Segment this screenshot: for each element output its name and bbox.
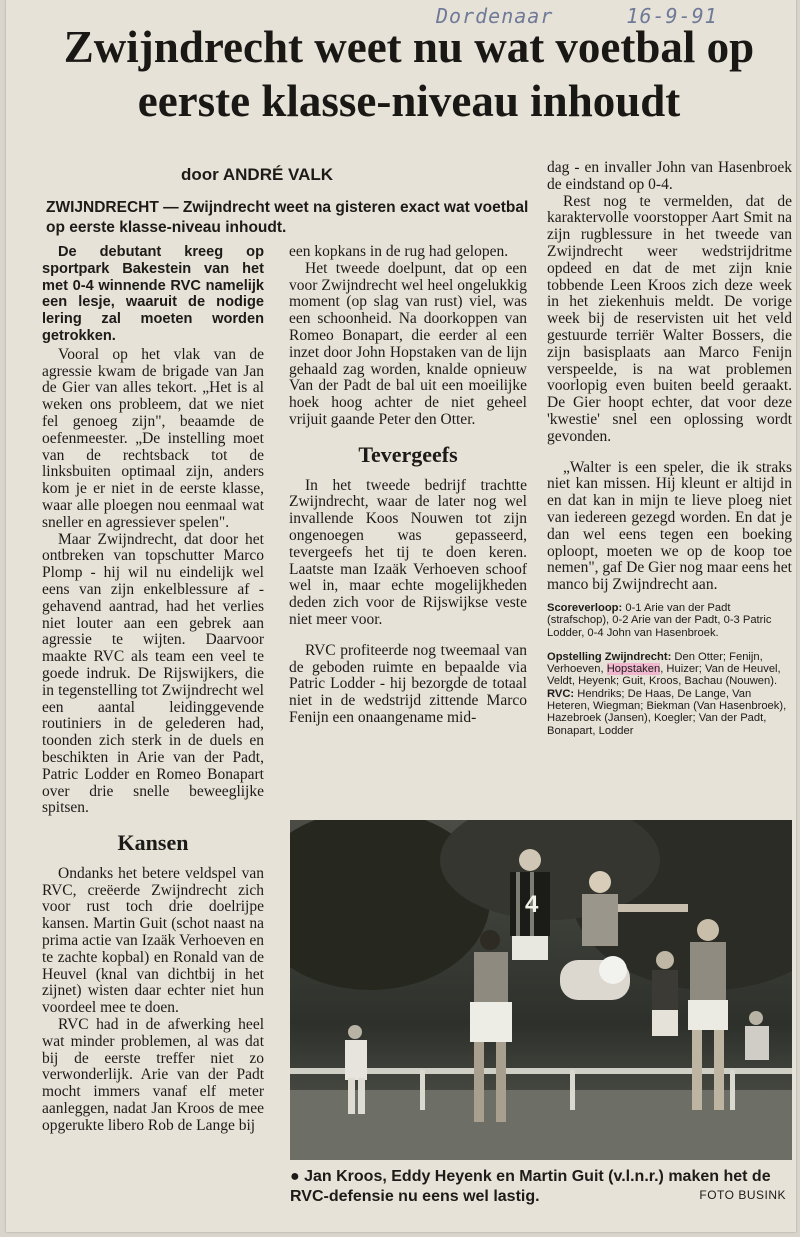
headline: Zwijndrecht weet nu wat voetbal op eerste klasse-niveau inhoudt: [63, 22, 755, 126]
handwritten-source: Dordenaar: [436, 4, 554, 28]
lede: ZWIJNDRECHT — Zwijndrecht weet na gisteren exact wat voetbal op eerste klasse-niveau inhoudt.: [46, 199, 529, 236]
subhead-kansen: Kansen: [117, 830, 189, 856]
newspaper-clipping: [6, 0, 796, 1232]
lineup-rvc: [547, 688, 792, 737]
paragraph: Het tweede doelpunt, dat op een voor Zwijndrecht wel heel ongelukkig moment (op slag van rust) viel, was een schoonheid. Na doorkoppen van Romeo Bonapart, die eerder al een inzet door John Hopstaken van de lijn gehaald zag worden, knalde opnieuw Van der Padt de bal uit een moeilijke hoek hoog achter de niet geheel vrijuit gaande Peter den Otter.: [289, 259, 527, 428]
match-photo: [290, 820, 792, 1160]
paragraph: In het tweede bedrijf trachtte Zwijndrecht, waar de later nog wel invallende Koos Nouwen tot zijn ongenoegen was gepasseerd, tevergeefs het tij te doen keren. Laatste man Izaäk Verhoeven schoof wel in, maar echte mogelijkheden deden zich voor de Rijswijkse veste niet meer voor.: [289, 476, 527, 628]
lineup-zwijndrecht: [547, 651, 792, 688]
paragraph: Vooral op het vlak van de agressie kwam de brigade van Jan de Gier van alles tekort. „Het is al weken ons probleem, dat we niet fel genoeg zijn", beaamde de oefenmeester. „De instelling moet van de rechtsback tot de linksbuiten optimaal zijn, anders kom je er niet in de eerste klasse, waar alle ploegen nou eenmaal wat sneller en agressiever spelen".: [42, 345, 264, 531]
paragraph: RVC had in de afwerking heel wat minder problemen, al was dat bij de eerste treffer niet zo verwonderlijk. Arie van der Padt mocht immers vanaf elf meter aanleggen, nadat Jan Kroos de mee opgerukte libero Rob de Lange bij: [42, 1016, 264, 1134]
byline: door ANDRÉ VALK: [181, 165, 334, 184]
score-summary: [547, 602, 792, 639]
rvc-label: RVC:: [547, 687, 575, 700]
highlighted-name: Hopstaken: [606, 663, 661, 676]
paragraph: RVC profiteerde nog tweemaal van de geboden ruimte en bepaalde via Patric Lodder - hij bezorgde de totaal niet in de wedstrijd zittende Marco Fenijn een onaangename mid-: [289, 641, 527, 726]
lineup-text-a: Den Otter; Fenijn, Verhoeven,: [547, 650, 763, 676]
handwritten-date: 16-9-91: [626, 4, 718, 28]
article-column-2: [289, 244, 527, 809]
photo-credit: FOTO BUSINK: [699, 1188, 786, 1202]
article-column-3: [547, 160, 792, 810]
match-photo-image: [290, 820, 792, 1160]
lineup-label: Opstelling Zwijndrecht:: [547, 650, 672, 663]
article-column-1: [42, 244, 264, 1204]
paragraph: een kopkans in de rug had gelopen.: [289, 243, 509, 260]
paragraph: De debutant kreeg op sportpark Bakestein van het met 0-4 winnende RVC namelijk een lesje, waaruit de nodige lering zal moeten worden getrokken.: [42, 244, 264, 344]
rvc-text: Hendriks; De Haas, De Lange, Van Heteren, Wiegman; Biekman (Van Hasenbroek), Hazebroek (Jansen), Koegler; Van der Padt, Bonapart, Lodder: [547, 687, 787, 737]
lineup-text-b: , Huizer; Van de Heuvel, Veldt, Heyenk; Guit, Kroos, Bachau (Nouwen).: [547, 663, 781, 688]
subhead-tevergeefs: Tevergeefs: [358, 441, 458, 467]
shirt-number: 4: [525, 891, 539, 918]
score-text: 0-1 Arie van der Padt (strafschop), 0-2 Arie van der Padt, 0-3 Patric Lodder, 0-4 John van Hasenbroek.: [547, 601, 772, 639]
paragraph: Rest nog te vermelden, dat de karaktervolle voorstopper Aart Smit na zijn rugblessure in het tweede van Zwijndrecht weer wedstrijdritme opdeed en dat de met zijn knie tobbende Leen Kroos zich deze week in het ziekenhuis meldt. De vorige week bij de reservisten uit het veld gestuurde terriër Walter Bossers, die zijn basisplaats aan Marco Fenijn verspeelde, is na wat problemen voorlopig even buiten beeld geraakt. De Gier hoopt echter, dat voor deze 'kwestie' snel een oplossing wordt gevonden.: [547, 192, 792, 445]
paragraph: dag - en invaller John van Hasenbroek de eindstand op 0-4.: [547, 159, 792, 193]
paragraph: „Walter is een speler, die ik straks niet kan missen. Hij kleunt er altijd in en dat kan in mijn te lieve ploeg niet van iedereen gezegd worden. En dat je dan wel eens tegen een boeking oploopt, moeten we op de koop toe nemen", gaf De Gier nog maar eens het manco bij Zwijndrecht aan.: [547, 458, 792, 594]
photo-caption: ● Jan Kroos, Eddy Heyenk en Martin Guit (v.l.n.r.) maken het de RVC-defensie nu eens wel lastig.: [290, 1168, 771, 1205]
paragraph: Ondanks het betere veldspel van RVC, creëerde Zwijndrecht zich voor rust toch drie doelrijpe kansen. Martin Guit (schot naast na prima actie van Izaäk Verhoeven en te zachte kopbal) en Ronald van de Heuvel (knal van dichtbij in het zijnet) wisten daar echter niet hun voordeel mee te doen.: [42, 864, 264, 1017]
score-label: Scoreverloop:: [547, 601, 623, 614]
paragraph: Maar Zwijndrecht, dat door het ontbreken van topschutter Marco Plomp - hij wil nu eindelijk wel eens van zijn enkelblessure af - gehavend aantrad, had het verlies niet louter aan een gebrek aan agressie te wijten. Daarvoor maakte RVC als team een veel te goede indruk. De Rijswijkers, die in tegenstelling tot Zwijndrecht wel een aantal leidinggevende routiniers in de gelederen had, toonden zich sterk in de duels en beschikten in Arie van der Padt, Patric Lodder en Romeo Bonapart over drie snelle beweeglijke spitsen.: [42, 530, 264, 817]
